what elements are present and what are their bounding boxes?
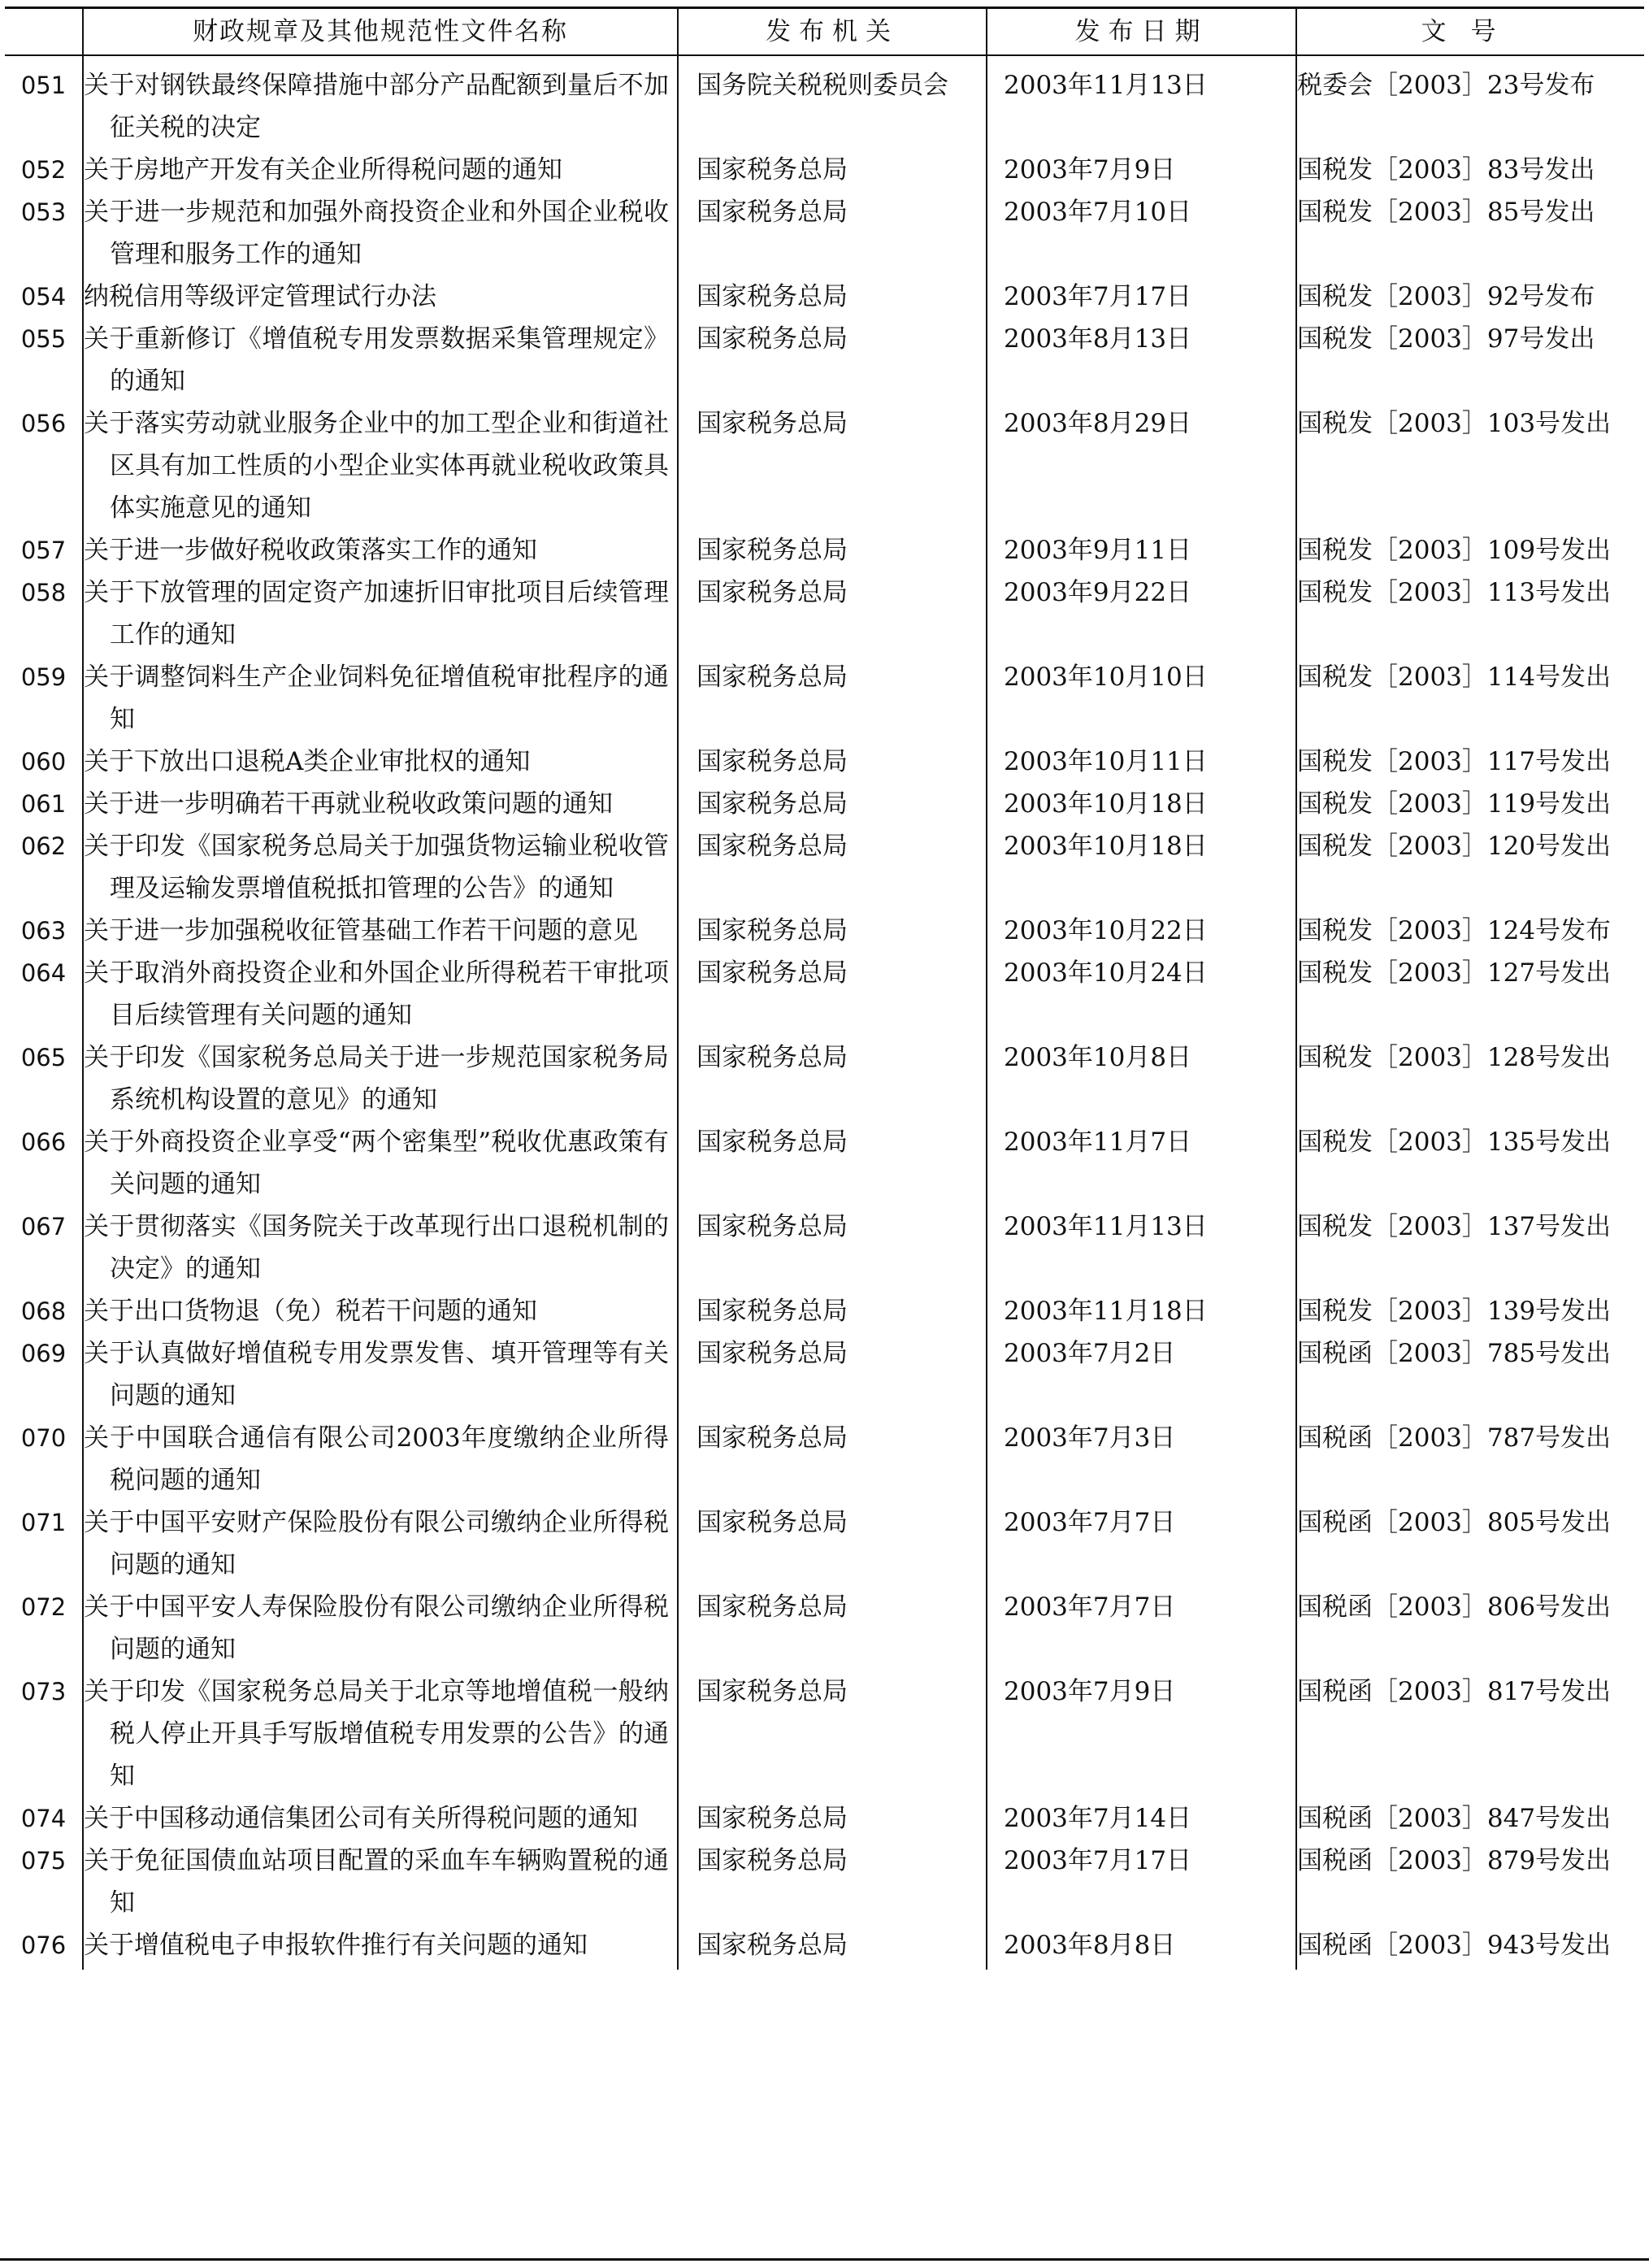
table-row xyxy=(5,1036,1644,1121)
row-document-number: 国税函［2003］805号发出 xyxy=(1296,1501,1644,1586)
row-document-number: 国税函［2003］806号发出 xyxy=(1296,1586,1644,1671)
row-title: 关于重新修订《增值税专用发票数据采集管理规定》的通知 xyxy=(83,318,678,402)
row-number: 071 xyxy=(5,1501,83,1586)
row-title: 关于中国平安财产保险股份有限公司缴纳企业所得税问题的通知 xyxy=(83,1501,678,1586)
row-date: 2003年7月7日 xyxy=(987,1501,1296,1586)
row-issuer: 国家税务总局 xyxy=(678,1036,987,1121)
row-document-number: 国税发［2003］139号发出 xyxy=(1296,1290,1644,1332)
row-number: 074 xyxy=(5,1797,83,1840)
table-row xyxy=(5,1840,1644,1924)
row-issuer: 国家税务总局 xyxy=(678,910,987,952)
row-document-number: 国税发［2003］83号发出 xyxy=(1296,149,1644,191)
table-row xyxy=(5,1121,1644,1206)
table-row xyxy=(5,529,1644,571)
row-issuer: 国家税务总局 xyxy=(678,191,987,276)
row-document-number: 国税发［2003］137号发出 xyxy=(1296,1206,1644,1290)
row-document-number: 国税发［2003］120号发出 xyxy=(1296,825,1644,910)
row-title: 关于印发《国家税务总局关于加强货物运输业税收管理及运输发票增值税抵扣管理的公告》的通知 xyxy=(83,825,678,910)
row-number: 052 xyxy=(5,149,83,191)
row-document-number: 国税函［2003］787号发出 xyxy=(1296,1417,1644,1501)
table-row xyxy=(5,825,1644,910)
row-document-number: 国税函［2003］943号发出 xyxy=(1296,1924,1644,1970)
table-row xyxy=(5,1671,1644,1797)
bottom-rule xyxy=(0,2258,1649,2261)
table-row xyxy=(5,318,1644,402)
row-title: 关于调整饲料生产企业饲料免征增值税审批程序的通知 xyxy=(83,656,678,741)
row-title: 关于贯彻落实《国务院关于改革现行出口退税机制的决定》的通知 xyxy=(83,1206,678,1290)
row-issuer: 国家税务总局 xyxy=(678,1501,987,1586)
row-title: 关于对钢铁最终保障措施中部分产品配额到量后不加征关税的决定 xyxy=(83,55,678,149)
table-row xyxy=(5,1206,1644,1290)
row-date: 2003年7月2日 xyxy=(987,1332,1296,1417)
row-title: 关于进一步加强税收征管基础工作若干问题的意见 xyxy=(83,910,678,952)
row-issuer: 国家税务总局 xyxy=(678,741,987,783)
row-number: 057 xyxy=(5,529,83,571)
row-issuer: 国家税务总局 xyxy=(678,276,987,318)
row-document-number: 国税发［2003］109号发出 xyxy=(1296,529,1644,571)
row-issuer: 国家税务总局 xyxy=(678,1206,987,1290)
row-issuer: 国家税务总局 xyxy=(678,783,987,825)
row-date: 2003年10月18日 xyxy=(987,783,1296,825)
row-title: 关于印发《国家税务总局关于进一步规范国家税务局系统机构设置的意见》的通知 xyxy=(83,1036,678,1121)
row-document-number: 国税发［2003］128号发出 xyxy=(1296,1036,1644,1121)
row-issuer: 国家税务总局 xyxy=(678,402,987,529)
table-header-row xyxy=(5,8,1644,56)
row-issuer: 国家税务总局 xyxy=(678,1290,987,1332)
row-number: 068 xyxy=(5,1290,83,1332)
row-title: 纳税信用等级评定管理试行办法 xyxy=(83,276,678,318)
row-date: 2003年7月9日 xyxy=(987,149,1296,191)
row-number: 060 xyxy=(5,741,83,783)
table-row xyxy=(5,783,1644,825)
row-issuer: 国家税务总局 xyxy=(678,1671,987,1797)
row-number: 067 xyxy=(5,1206,83,1290)
row-number: 066 xyxy=(5,1121,83,1206)
row-title: 关于房地产开发有关企业所得税问题的通知 xyxy=(83,149,678,191)
row-issuer: 国家税务总局 xyxy=(678,1797,987,1840)
table-row xyxy=(5,1797,1644,1840)
row-title: 关于认真做好增值税专用发票发售、填开管理等有关问题的通知 xyxy=(83,1332,678,1417)
row-document-number: 国税发［2003］124号发布 xyxy=(1296,910,1644,952)
row-title: 关于中国联合通信有限公司2003年度缴纳企业所得税问题的通知 xyxy=(83,1417,678,1501)
row-date: 2003年10月10日 xyxy=(987,656,1296,741)
table-row xyxy=(5,571,1644,656)
regulation-table xyxy=(5,7,1644,1970)
row-title: 关于进一步规范和加强外商投资企业和外国企业税收管理和服务工作的通知 xyxy=(83,191,678,276)
table-row xyxy=(5,55,1644,149)
row-date: 2003年8月8日 xyxy=(987,1924,1296,1970)
row-number: 059 xyxy=(5,656,83,741)
row-number: 061 xyxy=(5,783,83,825)
row-number: 076 xyxy=(5,1924,83,1970)
row-date: 2003年11月13日 xyxy=(987,55,1296,149)
row-issuer: 国家税务总局 xyxy=(678,318,987,402)
row-number: 072 xyxy=(5,1586,83,1671)
row-title: 关于进一步做好税收政策落实工作的通知 xyxy=(83,529,678,571)
row-document-number: 国税发［2003］127号发出 xyxy=(1296,952,1644,1036)
row-number: 070 xyxy=(5,1417,83,1501)
row-title: 关于印发《国家税务总局关于北京等地增值税一般纳税人停止开具手写版增值税专用发票的公告》的通知 xyxy=(83,1671,678,1797)
row-issuer: 国家税务总局 xyxy=(678,1417,987,1501)
row-title: 关于增值税电子申报软件推行有关问题的通知 xyxy=(83,1924,678,1970)
row-number: 065 xyxy=(5,1036,83,1121)
row-title: 关于中国平安人寿保险股份有限公司缴纳企业所得税问题的通知 xyxy=(83,1586,678,1671)
row-number: 062 xyxy=(5,825,83,910)
row-title: 关于中国移动通信集团公司有关所得税问题的通知 xyxy=(83,1797,678,1840)
row-issuer: 国家税务总局 xyxy=(678,149,987,191)
table-row xyxy=(5,402,1644,529)
row-date: 2003年7月10日 xyxy=(987,191,1296,276)
row-document-number: 国税发［2003］92号发布 xyxy=(1296,276,1644,318)
row-date: 2003年10月8日 xyxy=(987,1036,1296,1121)
row-title: 关于下放出口退税A类企业审批权的通知 xyxy=(83,741,678,783)
row-date: 2003年11月7日 xyxy=(987,1121,1296,1206)
row-issuer: 国务院关税税则委员会 xyxy=(678,55,987,149)
row-issuer: 国家税务总局 xyxy=(678,529,987,571)
row-title: 关于外商投资企业享受“两个密集型”税收优惠政策有关问题的通知 xyxy=(83,1121,678,1206)
table-row xyxy=(5,952,1644,1036)
header-issuer: 发布机关 xyxy=(678,8,987,56)
row-number: 051 xyxy=(5,55,83,149)
row-number: 069 xyxy=(5,1332,83,1417)
header-title: 财政规章及其他规范性文件名称 xyxy=(83,8,678,56)
header-date: 发布日期 xyxy=(987,8,1296,56)
row-date: 2003年9月11日 xyxy=(987,529,1296,571)
row-number: 058 xyxy=(5,571,83,656)
row-date: 2003年10月18日 xyxy=(987,825,1296,910)
row-title: 关于下放管理的固定资产加速折旧审批项目后续管理工作的通知 xyxy=(83,571,678,656)
table-row xyxy=(5,1586,1644,1671)
row-date: 2003年8月29日 xyxy=(987,402,1296,529)
row-title: 关于出口货物退（免）税若干问题的通知 xyxy=(83,1290,678,1332)
header-document-number: 文号 xyxy=(1296,8,1644,56)
row-issuer: 国家税务总局 xyxy=(678,571,987,656)
table-row xyxy=(5,741,1644,783)
row-issuer: 国家税务总局 xyxy=(678,1332,987,1417)
row-date: 2003年8月13日 xyxy=(987,318,1296,402)
row-document-number: 国税函［2003］879号发出 xyxy=(1296,1840,1644,1924)
row-title: 关于取消外商投资企业和外国企业所得税若干审批项目后续管理有关问题的通知 xyxy=(83,952,678,1036)
row-number: 063 xyxy=(5,910,83,952)
row-document-number: 国税函［2003］847号发出 xyxy=(1296,1797,1644,1840)
table-row xyxy=(5,191,1644,276)
row-document-number: 国税发［2003］113号发出 xyxy=(1296,571,1644,656)
row-document-number: 国税发［2003］117号发出 xyxy=(1296,741,1644,783)
table-row xyxy=(5,276,1644,318)
row-number: 064 xyxy=(5,952,83,1036)
row-date: 2003年7月3日 xyxy=(987,1417,1296,1501)
row-date: 2003年11月13日 xyxy=(987,1206,1296,1290)
row-issuer: 国家税务总局 xyxy=(678,952,987,1036)
row-document-number: 国税函［2003］817号发出 xyxy=(1296,1671,1644,1797)
row-date: 2003年7月14日 xyxy=(987,1797,1296,1840)
row-date: 2003年11月18日 xyxy=(987,1290,1296,1332)
row-issuer: 国家税务总局 xyxy=(678,1840,987,1924)
row-number: 054 xyxy=(5,276,83,318)
row-number: 055 xyxy=(5,318,83,402)
row-number: 056 xyxy=(5,402,83,529)
row-issuer: 国家税务总局 xyxy=(678,825,987,910)
row-date: 2003年10月24日 xyxy=(987,952,1296,1036)
row-document-number: 国税函［2003］785号发出 xyxy=(1296,1332,1644,1417)
row-date: 2003年7月17日 xyxy=(987,276,1296,318)
table-row xyxy=(5,1924,1644,1970)
table-row xyxy=(5,656,1644,741)
row-issuer: 国家税务总局 xyxy=(678,656,987,741)
row-document-number: 国税发［2003］103号发出 xyxy=(1296,402,1644,529)
table-row xyxy=(5,1332,1644,1417)
row-document-number: 国税发［2003］97号发出 xyxy=(1296,318,1644,402)
row-date: 2003年9月22日 xyxy=(987,571,1296,656)
row-date: 2003年7月9日 xyxy=(987,1671,1296,1797)
table-row xyxy=(5,1501,1644,1586)
row-document-number: 税委会［2003］23号发布 xyxy=(1296,55,1644,149)
row-document-number: 国税发［2003］135号发出 xyxy=(1296,1121,1644,1206)
row-number: 075 xyxy=(5,1840,83,1924)
row-date: 2003年10月22日 xyxy=(987,910,1296,952)
row-date: 2003年10月11日 xyxy=(987,741,1296,783)
row-document-number: 国税发［2003］85号发出 xyxy=(1296,191,1644,276)
table-row xyxy=(5,1417,1644,1501)
row-title: 关于进一步明确若干再就业税收政策问题的通知 xyxy=(83,783,678,825)
row-issuer: 国家税务总局 xyxy=(678,1924,987,1970)
row-document-number: 国税发［2003］114号发出 xyxy=(1296,656,1644,741)
row-date: 2003年7月7日 xyxy=(987,1586,1296,1671)
row-number: 053 xyxy=(5,191,83,276)
row-date: 2003年7月17日 xyxy=(987,1840,1296,1924)
header-number xyxy=(5,8,83,56)
table-row xyxy=(5,149,1644,191)
table-row xyxy=(5,1290,1644,1332)
row-issuer: 国家税务总局 xyxy=(678,1586,987,1671)
row-title: 关于免征国债血站项目配置的采血车车辆购置税的通知 xyxy=(83,1840,678,1924)
row-title: 关于落实劳动就业服务企业中的加工型企业和街道社区具有加工性质的小型企业实体再就业税收政策具体实施意见的通知 xyxy=(83,402,678,529)
table-row xyxy=(5,910,1644,952)
row-document-number: 国税发［2003］119号发出 xyxy=(1296,783,1644,825)
row-number: 073 xyxy=(5,1671,83,1797)
row-issuer: 国家税务总局 xyxy=(678,1121,987,1206)
